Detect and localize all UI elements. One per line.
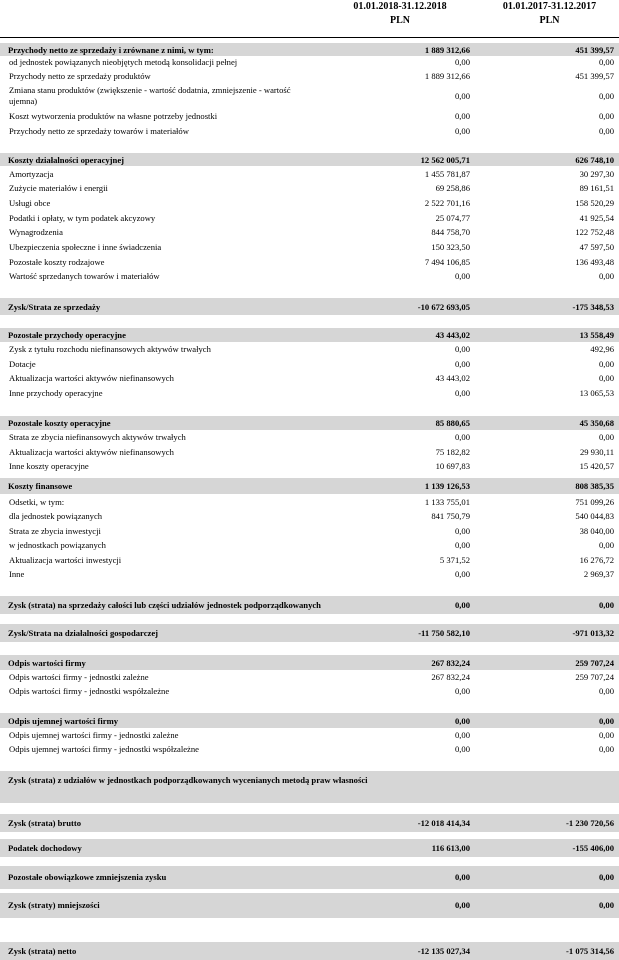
row-label: Dotacje [9, 359, 36, 369]
statement-row [0, 539, 619, 551]
period-2018: 01.01.2018-31.12.2018 [353, 1, 447, 12]
row-label: Zysk (strata) brutto [8, 818, 82, 828]
value-2018: 267 832,24 [431, 658, 470, 668]
row-label: Zysk (strata) na sprzedaży całości lub części udziałów jednostek podporządkowanych [8, 600, 321, 610]
value-2017: 626 748,10 [575, 155, 614, 165]
row-label: Inne [9, 569, 25, 579]
header-divider [0, 37, 619, 38]
statement-row [0, 729, 619, 741]
statement-section-row [0, 866, 619, 889]
value-2017: 492,96 [590, 344, 614, 354]
value-2018: 150 323,50 [431, 242, 470, 252]
value-2017: 0,00 [598, 91, 614, 101]
row-label: Podatek dochodowy [8, 843, 82, 853]
statement-section-row [0, 814, 619, 832]
row-label: Strata ze zbycia niefinansowych aktywów trwałych [9, 432, 186, 442]
value-2017: 13 558,49 [579, 330, 614, 340]
value-2017: 259 707,24 [575, 672, 614, 682]
row-label: Aktualizacja wartości aktywów niefinansowych [9, 447, 174, 457]
value-2018: 841 750,79 [431, 511, 470, 521]
statement-row [0, 241, 619, 253]
value-2018: 0,00 [454, 57, 470, 67]
value-2018: 0,00 [454, 744, 470, 754]
value-2018: 0,00 [454, 600, 470, 610]
value-2018: 0,00 [454, 540, 470, 550]
value-2018: 0,00 [454, 872, 470, 882]
value-2018: 267 832,24 [431, 672, 470, 682]
statement-row [0, 358, 619, 370]
value-2017: -1 075 314,56 [566, 946, 614, 956]
row-label: Odpis ujemnej wartości firmy - jednostki współzależne [9, 744, 199, 754]
value-2017: 451 399,57 [575, 45, 614, 55]
row-label: Strata ze zbycia inwestycji [9, 526, 101, 536]
row-label: Aktualizacja wartości aktywów niefinansowych [9, 373, 174, 383]
statement-section-row [0, 893, 619, 918]
value-2018: 0,00 [454, 569, 470, 579]
statement-section-row [0, 328, 619, 342]
value-2018: 69 258,86 [435, 183, 470, 193]
value-2017: 45 350,68 [579, 418, 614, 428]
value-2017: 0,00 [598, 686, 614, 696]
value-2017: -175 348,53 [572, 302, 614, 312]
value-2018: 1 133 755,01 [424, 497, 470, 507]
value-2018: 43 443,02 [435, 330, 470, 340]
row-label: Zmiana stanu produktów (zwiększenie - wartość dodatnia, zmniejszenie - wartość ujemna) [9, 85, 291, 106]
statement-row [0, 56, 619, 68]
value-2018: 5 371,52 [439, 555, 470, 565]
value-2017: 451 399,57 [575, 71, 614, 81]
value-2018: 12 562 005,71 [420, 155, 470, 165]
column-header-2017 [480, 0, 619, 36]
row-label: Inne koszty operacyjne [9, 461, 89, 471]
row-label: Przychody netto ze sprzedaży towarów i materiałów [9, 126, 189, 136]
statement-section-row [0, 478, 619, 494]
value-2017: 808 385,35 [575, 481, 614, 491]
row-label: Ubezpieczenia społeczne i inne świadczenia [9, 242, 162, 252]
value-2017: 0,00 [598, 432, 614, 442]
row-label: Koszty działalności operacyjnej [8, 155, 124, 165]
statement-row [0, 168, 619, 180]
value-2018: 75 182,82 [435, 447, 470, 457]
value-2017: 158 520,29 [575, 198, 614, 208]
value-2018: 1 889 312,66 [424, 45, 470, 55]
currency-2017: PLN [539, 15, 560, 26]
row-label: Aktualizacja wartości inwestycji [9, 555, 122, 565]
statement-section-row [0, 624, 619, 642]
statement-row [0, 460, 619, 472]
value-2018: 0,00 [454, 900, 470, 910]
statement-section-row [0, 655, 619, 670]
value-2017: 259 707,24 [575, 658, 614, 668]
value-2017: 0,00 [598, 126, 614, 136]
row-label: Podatki i opłaty, w tym podatek akcyzowy [9, 213, 156, 223]
statement-row [0, 197, 619, 209]
row-label: Wartość sprzedanych towarów i materiałów [9, 271, 160, 281]
statement-section-row [0, 43, 619, 56]
value-2017: -155 406,00 [572, 843, 614, 853]
value-2017: 122 752,48 [575, 227, 614, 237]
value-2017: 47 597,50 [579, 242, 614, 252]
statement-row [0, 685, 619, 697]
statement-section-row [0, 298, 619, 315]
row-label: Zysk (strata) netto [8, 946, 77, 956]
value-2018: 844 758,70 [431, 227, 470, 237]
value-2018: 2 522 701,16 [424, 198, 470, 208]
value-2017: -971 013,32 [572, 628, 614, 638]
value-2017: 2 969,37 [583, 569, 614, 579]
row-label: Zysk/Strata ze sprzedaży [8, 302, 101, 312]
value-2017: 0,00 [598, 716, 614, 726]
row-label: Wynagrodzenia [9, 227, 63, 237]
value-2017: 30 297,30 [579, 169, 614, 179]
statement-row [0, 256, 619, 268]
row-label: Zysk/Strata na działalności gospodarczej [8, 628, 159, 638]
value-2018: 85 880,65 [435, 418, 470, 428]
value-2018: -11 750 582,10 [418, 628, 470, 638]
value-2018: 0,00 [454, 111, 470, 121]
value-2018: 0,00 [454, 526, 470, 536]
statement-row [0, 85, 619, 109]
statement-row [0, 270, 619, 282]
row-label: Pozostałe obowiązkowe zmniejszenia zysku [8, 872, 167, 882]
value-2018: 1 139 126,53 [424, 481, 470, 491]
value-2017: 0,00 [598, 540, 614, 550]
row-label: od jednostek powiązanych nieobjętych metodą konsolidacji pełnej [9, 57, 238, 67]
row-label: Pozostałe przychody operacyjne [8, 330, 126, 340]
currency-2018: PLN [390, 15, 410, 26]
statement-row [0, 125, 619, 137]
row-label: Odpis ujemnej wartości firmy [8, 716, 119, 726]
row-label: Odsetki, w tym: [9, 497, 65, 507]
value-2017: 41 925,54 [579, 213, 614, 223]
value-2017: 0,00 [598, 872, 614, 882]
row-label: Odpis wartości firmy [8, 658, 86, 668]
statement-row [0, 212, 619, 224]
row-label: Przychody netto ze sprzedaży i zrównane z nimi, w tym: [8, 45, 214, 55]
row-label: Pozostałe koszty operacyjne [8, 418, 111, 428]
value-2018: 116 613,00 [431, 843, 470, 853]
statement-row [0, 510, 619, 522]
row-label: Przychody netto ze sprzedaży produktów [9, 71, 151, 81]
value-2018: 0,00 [454, 388, 470, 398]
value-2017: 0,00 [598, 900, 614, 910]
statement-row [0, 226, 619, 238]
value-2017: 29 930,11 [579, 447, 614, 457]
statement-row [0, 743, 619, 755]
statement-row [0, 671, 619, 683]
value-2018: 0,00 [454, 730, 470, 740]
value-2018: 0,00 [454, 432, 470, 442]
row-label: Amortyzacja [9, 169, 54, 179]
value-2018: 0,00 [454, 716, 470, 726]
statement-row [0, 554, 619, 566]
statement-row [0, 525, 619, 537]
value-2018: 0,00 [454, 271, 470, 281]
value-2018: 10 697,83 [435, 461, 470, 471]
value-2018: 0,00 [454, 686, 470, 696]
value-2017: 0,00 [598, 359, 614, 369]
value-2018: -12 018 414,34 [417, 818, 470, 828]
value-2018: -12 135 027,34 [417, 946, 470, 956]
value-2017: 0,00 [598, 111, 614, 121]
value-2017: 0,00 [598, 730, 614, 740]
value-2017: 136 493,48 [575, 257, 614, 267]
value-2017: 0,00 [598, 600, 614, 610]
statement-row [0, 387, 619, 399]
value-2018: 1 455 781,87 [424, 169, 470, 179]
value-2018: 0,00 [454, 344, 470, 354]
statement-row [0, 110, 619, 122]
row-label: Usługi obce [9, 198, 51, 208]
statement-row [0, 496, 619, 508]
row-label: Odpis wartości firmy - jednostki współzależne [9, 686, 170, 696]
value-2018: 0,00 [454, 126, 470, 136]
row-label: Odpis ujemnej wartości firmy - jednostki zależne [9, 730, 179, 740]
row-label: dla jednostek powiązanych [9, 511, 103, 521]
column-header-2018 [330, 0, 470, 36]
value-2017: -1 230 720,56 [566, 818, 614, 828]
statement-row [0, 431, 619, 443]
value-2017: 13 065,53 [579, 388, 614, 398]
value-2017: 540 044,83 [575, 511, 614, 521]
row-label: Pozostałe koszty rodzajowe [9, 257, 105, 267]
value-2018: 43 443,02 [435, 373, 470, 383]
statement-section-row [0, 771, 619, 803]
value-2017: 15 420,57 [579, 461, 614, 471]
statement-row [0, 568, 619, 580]
statement-section-row [0, 942, 619, 960]
row-label: Inne przychody operacyjne [9, 388, 103, 398]
statement-row [0, 70, 619, 82]
row-label: w jednostkach powiązanych [9, 540, 106, 550]
value-2018: 7 494 106,85 [424, 257, 470, 267]
value-2017: 0,00 [598, 373, 614, 383]
row-label: Koszt wytworzenia produktów na własne potrzeby jednostki [9, 111, 218, 121]
value-2017: 0,00 [598, 271, 614, 281]
value-2017: 16 276,72 [579, 555, 614, 565]
row-label: Koszty finansowe [8, 481, 73, 491]
period-2017: 01.01.2017-31.12.2017 [502, 1, 597, 12]
row-label: Zużycie materiałów i energii [9, 183, 108, 193]
value-2017: 0,00 [598, 744, 614, 754]
statement-section-row [0, 596, 619, 614]
statement-row [0, 182, 619, 194]
statement-section-row [0, 416, 619, 430]
statement-row [0, 372, 619, 384]
row-label: Zysk z tytułu rozchodu niefinansowych aktywów trwałych [9, 344, 211, 354]
row-label: Zysk (strata) z udziałów w jednostkach podporządkowanych wycenianych metodą praw własności [8, 775, 368, 785]
value-2018: -10 672 693,05 [417, 302, 470, 312]
value-2017: 89 161,51 [579, 183, 614, 193]
statement-row [0, 446, 619, 458]
value-2017: 38 040,00 [579, 526, 614, 536]
value-2018: 25 074,77 [435, 213, 470, 223]
statement-section-row [0, 839, 619, 857]
row-label: Odpis wartości firmy - jednostki zależne [9, 672, 149, 682]
row-label: Zysk (straty) mniejszości [8, 900, 100, 910]
value-2018: 0,00 [454, 91, 470, 101]
statement-row [0, 343, 619, 355]
value-2017: 0,00 [598, 57, 614, 67]
value-2018: 1 889 312,66 [424, 71, 470, 81]
value-2017: 751 099,26 [575, 497, 614, 507]
value-2018: 0,00 [454, 359, 470, 369]
statement-section-row [0, 153, 619, 166]
statement-section-row [0, 713, 619, 728]
